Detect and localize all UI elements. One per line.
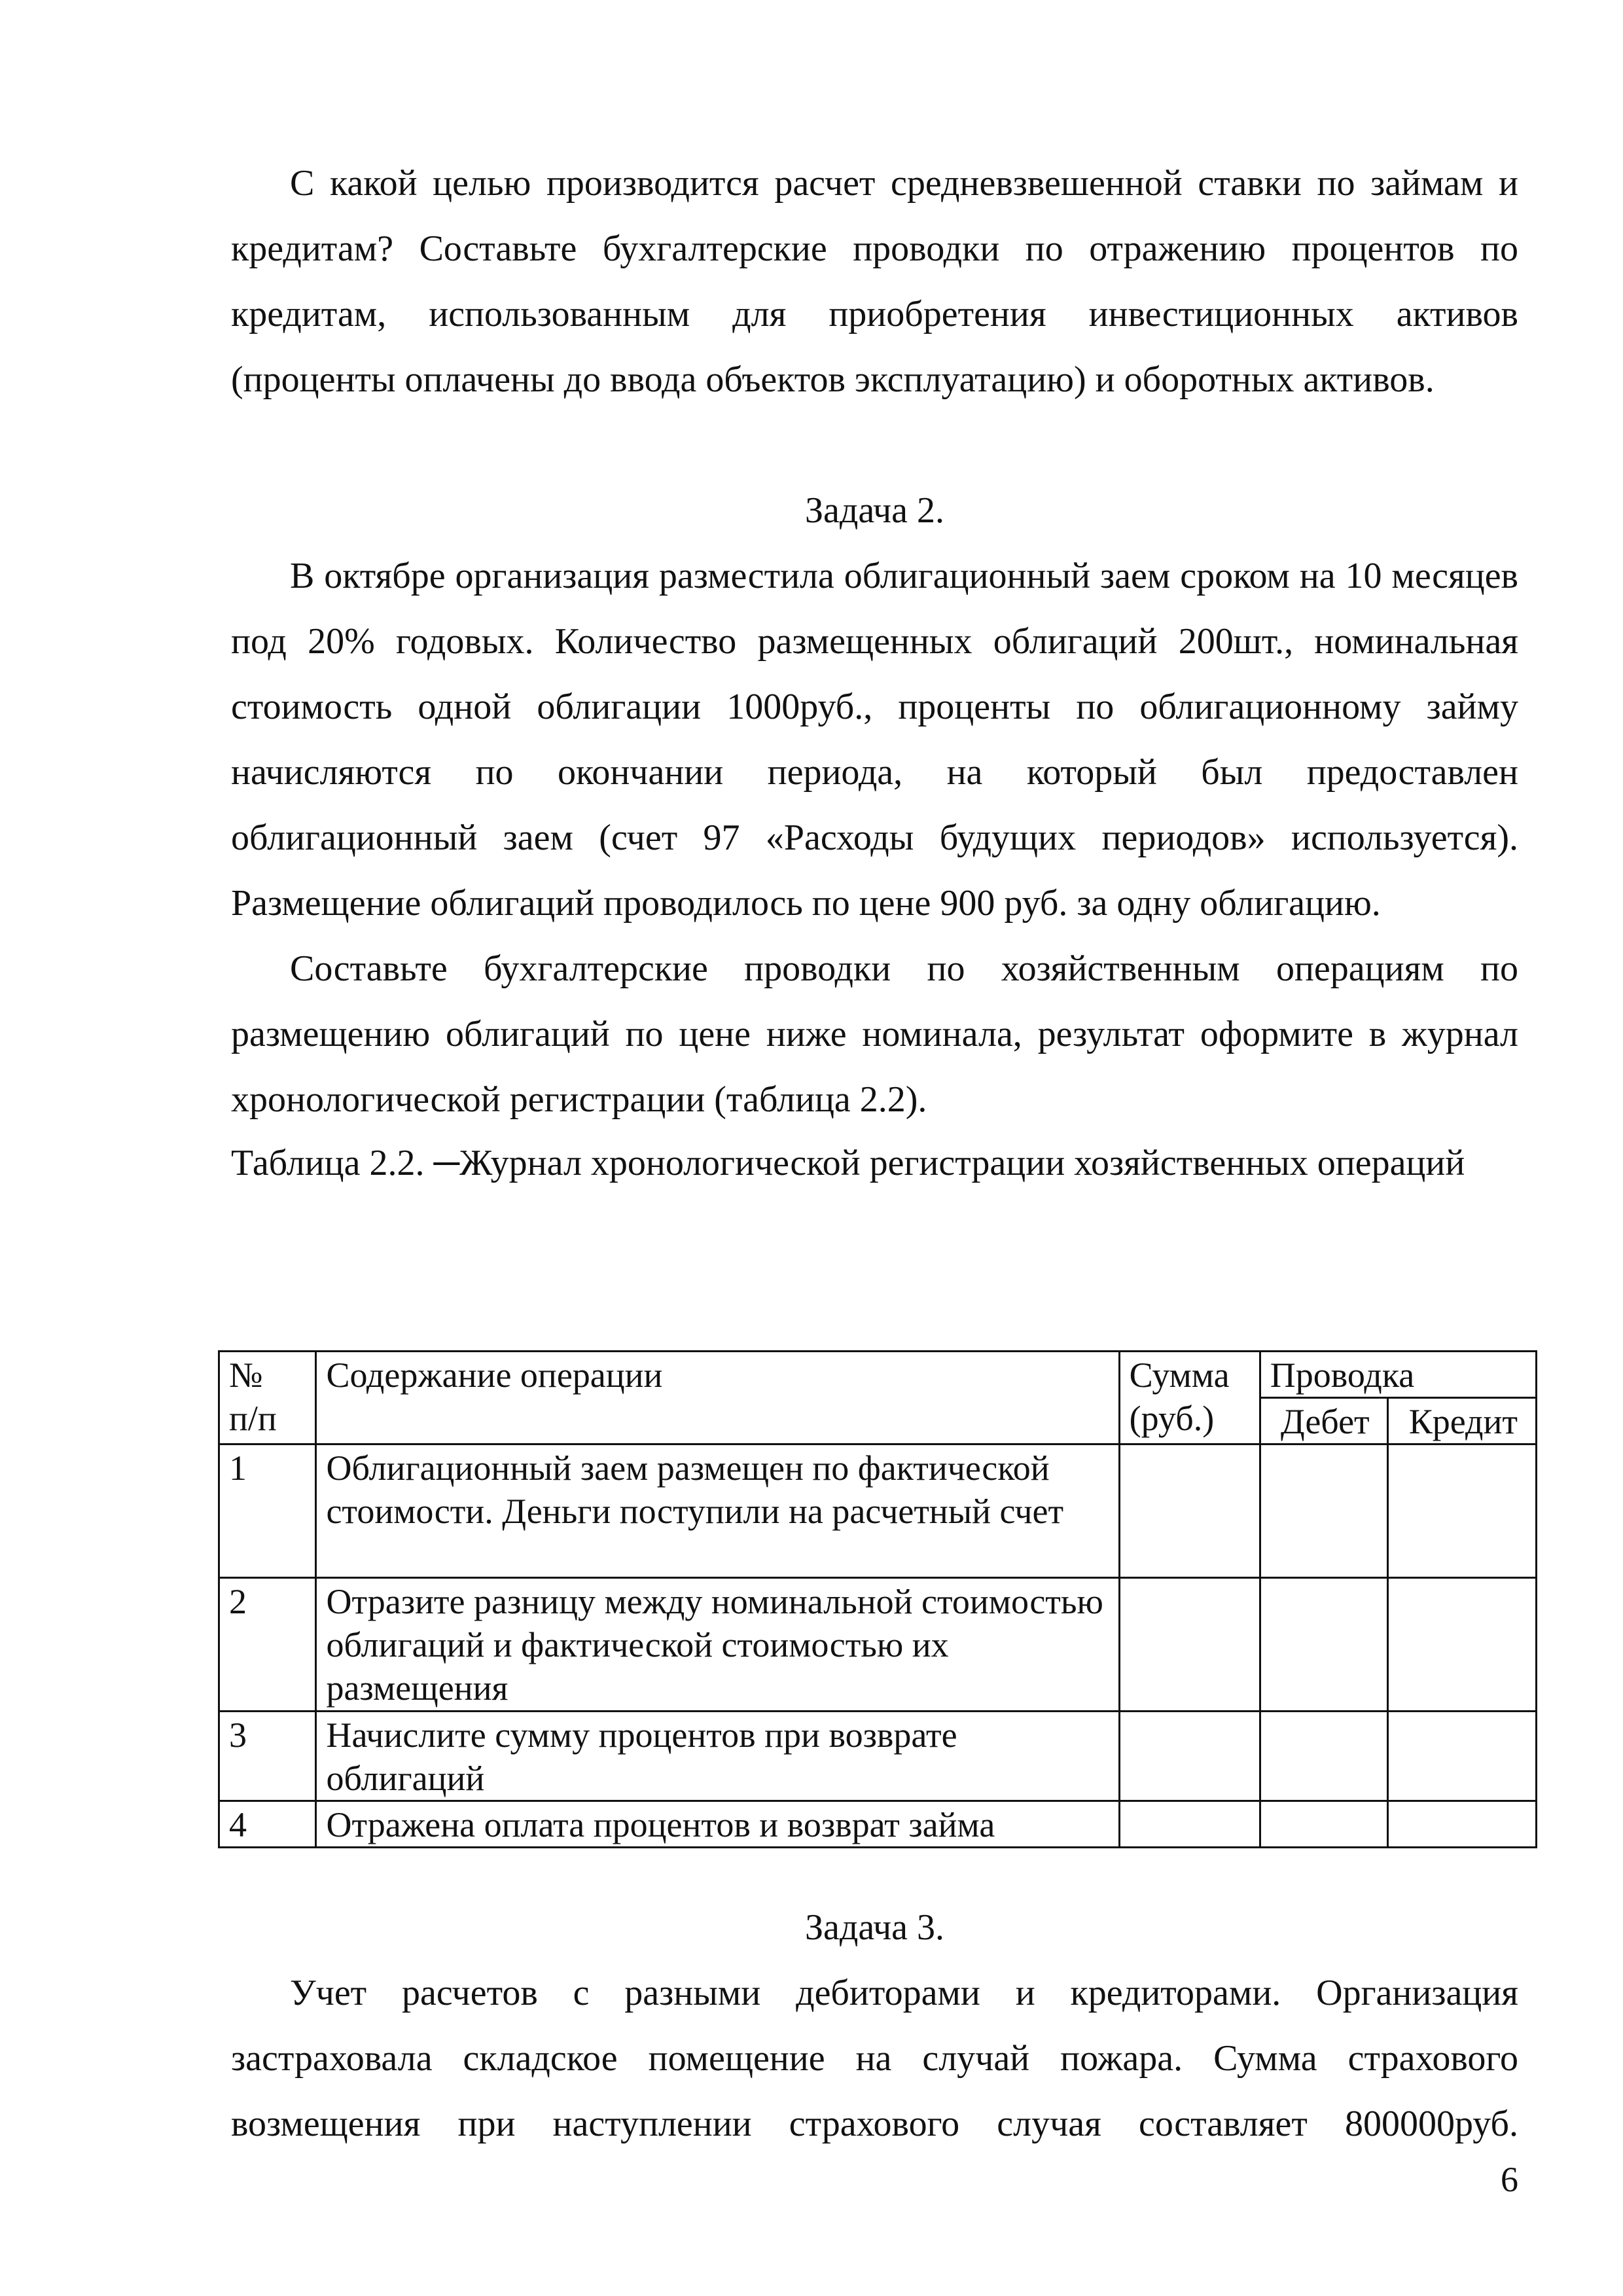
journal-table bbox=[218, 1350, 1537, 1848]
row-num: 1 bbox=[219, 1444, 316, 1578]
row-sum bbox=[1119, 1578, 1260, 1712]
table-row bbox=[219, 1801, 1537, 1848]
row-num: 3 bbox=[219, 1712, 316, 1801]
header-sum: Сумма (руб.) bbox=[1119, 1352, 1260, 1444]
row-credit bbox=[1387, 1712, 1536, 1801]
task2-paragraph-1: В октябре организация разместила облигационный заем сроком на 10 месяцев под 20% годовых. Количество размещенных облигаций 200шт., номинальная стоимость одной облигации 1000руб., проценты по облигационному займу начисляются по окончании периода, на который был предоставлен облигационный заем (счет 97 «Расходы будущих периодов» используется). Размещение облигаций проводилось по цене 900 руб. за одну облигацию. bbox=[231, 556, 1518, 924]
header-credit: Кредит bbox=[1387, 1398, 1536, 1444]
row-debit bbox=[1260, 1578, 1387, 1712]
task3-section bbox=[231, 1895, 1518, 2157]
table-row bbox=[219, 1578, 1537, 1712]
row-credit bbox=[1387, 1578, 1536, 1712]
row-content: Отражена оплата процентов и возврат займа bbox=[316, 1801, 1119, 1848]
page-number: 6 bbox=[1501, 2160, 1518, 2199]
header-content: Содержание операции bbox=[316, 1352, 1119, 1444]
table-header-row bbox=[219, 1352, 1537, 1398]
row-credit bbox=[1387, 1801, 1536, 1848]
row-credit bbox=[1387, 1444, 1536, 1578]
row-debit bbox=[1260, 1801, 1387, 1848]
page-body bbox=[231, 151, 1518, 1194]
table-row bbox=[219, 1712, 1537, 1801]
intro-paragraph: С какой целью производится расчет средневзвешенной ставки по займам и кредитам? Составьте бухгалтерские проводки по отражению процентов по кредитам, использованным для приобретения инвестиционных активов (проценты оплачены до ввода объектов эксплуатацию) и оборотных активов. bbox=[231, 163, 1518, 400]
row-sum bbox=[1119, 1801, 1260, 1848]
task3-paragraph: Учет расчетов с разными дебиторами и кредиторами. Организация застраховала складское помещение на случай пожара. Сумма страхового возмещения при наступлении страхового случая составляет 800000руб. bbox=[231, 1973, 1518, 2144]
header-debit: Дебет bbox=[1260, 1398, 1387, 1444]
table-row bbox=[219, 1444, 1537, 1578]
row-content: Облигационный заем размещен по фактической стоимости. Деньги поступили на расчетный счет bbox=[316, 1444, 1119, 1578]
row-sum bbox=[1119, 1712, 1260, 1801]
table-caption: Таблица 2.2. ─Журнал хронологической регистрации хозяйственных операций bbox=[231, 1143, 1465, 1183]
row-debit bbox=[1260, 1444, 1387, 1578]
row-debit bbox=[1260, 1712, 1387, 1801]
header-posting: Проводка bbox=[1260, 1352, 1536, 1398]
task2-paragraph-2: Составьте бухгалтерские проводки по хозяйственным операциям по размещению облигаций по цене ниже номинала, результат оформите в журнал хронологической регистрации (таблица 2.2). bbox=[231, 948, 1518, 1120]
row-content: Начислите сумму процентов при возврате облигаций bbox=[316, 1712, 1119, 1801]
row-num: 4 bbox=[219, 1801, 316, 1848]
row-sum bbox=[1119, 1444, 1260, 1578]
header-num: № п/п bbox=[219, 1352, 316, 1444]
task2-title: Задача 2. bbox=[804, 490, 945, 531]
row-content: Отразите разницу между номинальной стоимостью облигаций и фактической стоимостью их размещения bbox=[316, 1578, 1119, 1712]
task3-title: Задача 3. bbox=[804, 1907, 945, 1948]
row-num: 2 bbox=[219, 1578, 316, 1712]
